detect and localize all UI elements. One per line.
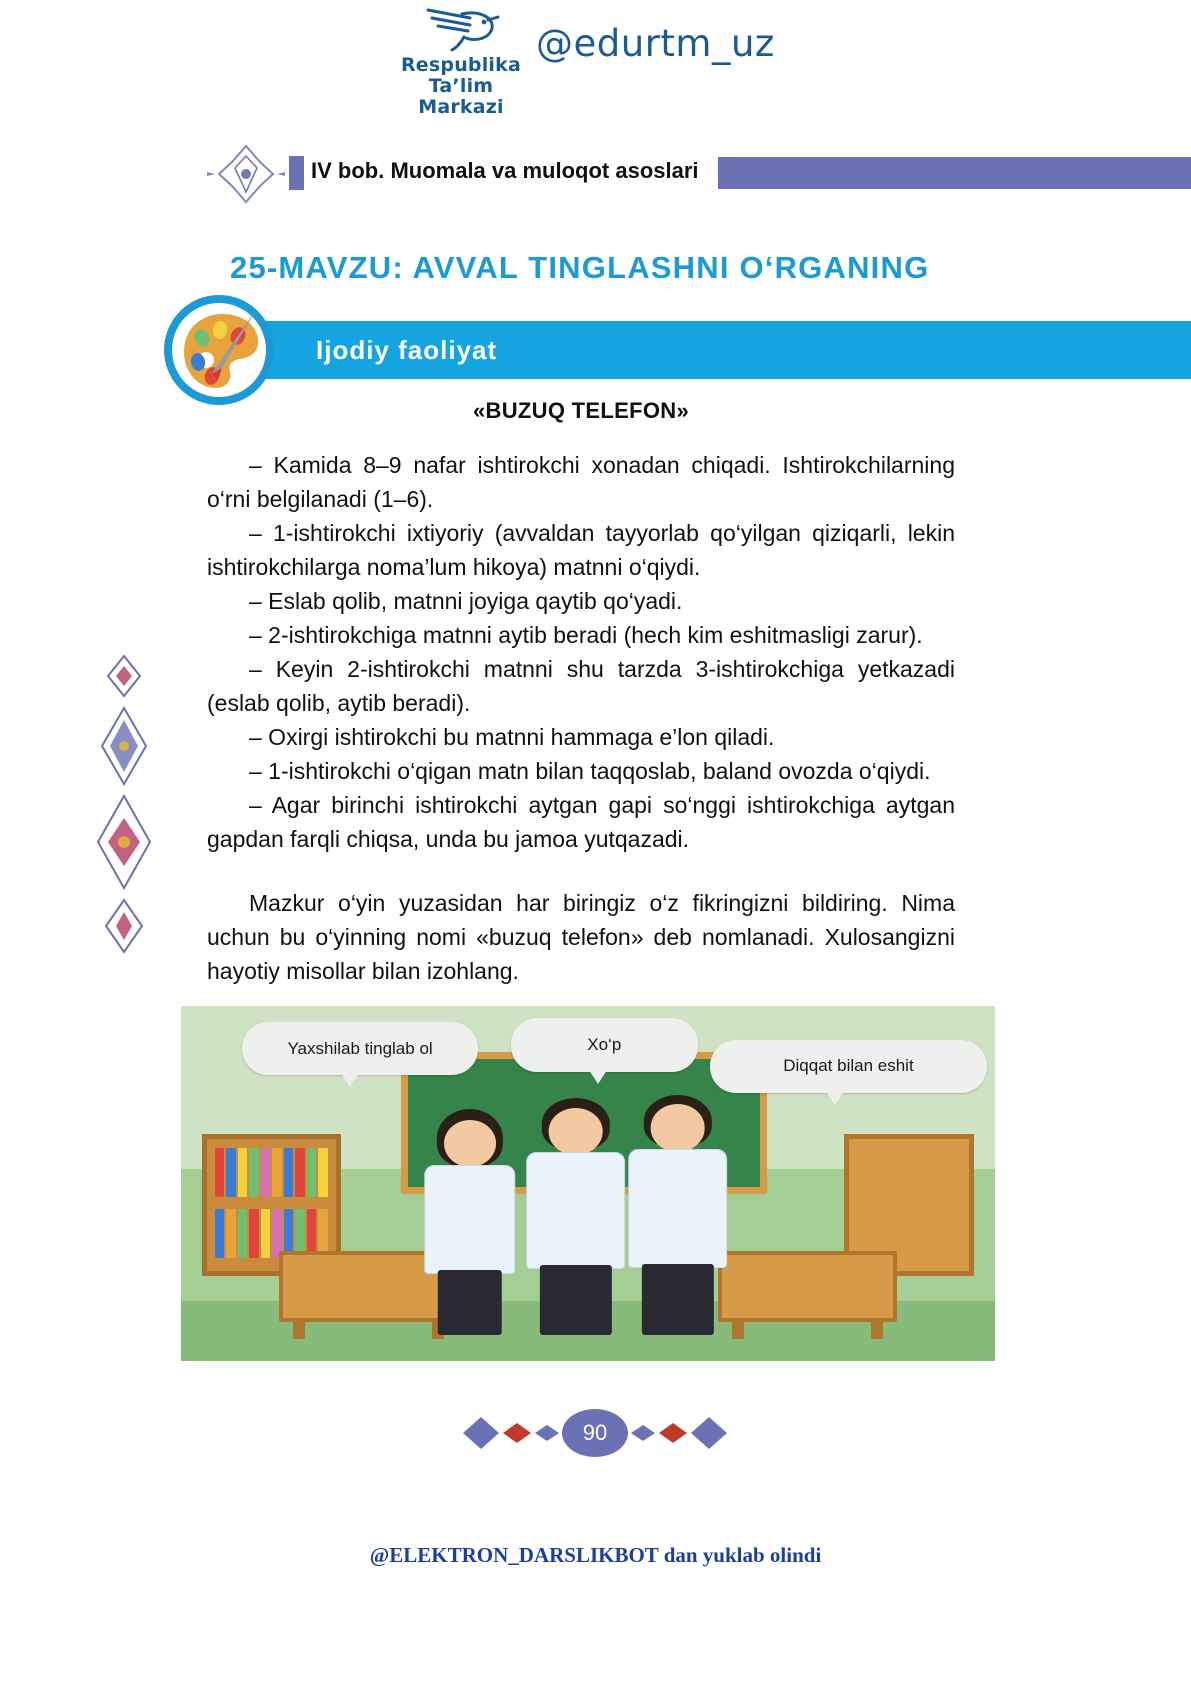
speech-bubble [710,1040,987,1093]
chapter-header [205,140,1105,208]
desk [718,1251,897,1322]
rule-item: – Oxirgi ishtirokchi bu matnni hammaga e’lon qiladi. [249,724,775,750]
chapter-bar [718,157,1191,189]
speech-bubble-text: Xo‘p [587,1035,622,1055]
side-ornament-icon [80,650,168,960]
speech-bubble [511,1018,698,1071]
page-number: 90 [562,1409,628,1457]
bird-icon [418,4,504,54]
rule-item: – Keyin 2-ishtirokchi matnni shu tarzda 3-ishtirokchiga yetkazadi (eslab qolib, aytib beradi). [207,656,955,716]
chapter-accent-square [289,156,304,190]
lesson-content [207,398,955,988]
respublika-talim-markazi-logo [396,4,526,118]
speech-bubble-text: Yaxshilab tinglab ol [287,1038,433,1058]
watermark-header [396,4,775,118]
telegram-handle: @edurtm_uz [536,22,775,65]
logo-line-2: Ta’lim Markazi [418,75,504,118]
chapter-label: IV bob. Muomala va muloqot asoslari [311,158,699,183]
student-boy-center [527,1098,625,1332]
rule-item: – Agar birinchi ishtirokchi aytgan gapi so‘nggi ishtirokchiga aytgan gapdan farqli chiqsa, unda bu jamoa yutqazadi. [207,792,955,852]
rule-item: – 1-ishtirokchi ixtiyoriy (avvaldan tayyorlab qo‘yilgan qiziqarli, lekin ishtirokchilarga noma’lum hikoya) matnni o‘qiydi. [207,520,955,580]
bubble-tail [826,1091,844,1105]
speech-bubble [242,1022,478,1075]
speech-bubble-text: Diqqat bilan eshit [783,1056,914,1076]
game-title: «BUZUQ TELEFON» [473,398,689,423]
activity-banner-label: Ijodiy faoliyat [316,335,498,365]
closing-paragraph: Mazkur o‘yin yuzasidan har biringiz o‘z fikringizni bildiring. Nima uchun bu o‘yinning nomi «buzuq telefon» deb nomlanadi. Xulosangizni hayotiy misollar bilan izohlang. [207,890,955,984]
rule-item: – Eslab qolib, matnni joyiga qaytib qo‘yadi. [249,588,683,614]
activity-banner [216,321,1191,379]
bottom-note: @ELEKTRON_DARSLIKBOT dan yuklab olindi [369,1543,822,1567]
rule-item: – 2-ishtirokchiga matnni aytib beradi (hech kim eshitmasligi zarur). [249,622,923,648]
ornament-icon [205,142,287,206]
bubble-tail [341,1073,359,1087]
rule-item: – 1-ishtirokchi o‘qigan matn bilan taqqoslab, baland ovozda o‘qiydi. [249,758,931,784]
student-girl [425,1109,515,1333]
page-title: 25-MAVZU: AVVAL TINGLASHNI O‘RGANING [230,250,930,285]
student-boy-right [629,1095,727,1333]
book-row-top [215,1148,328,1197]
page-number-ornament [455,1405,735,1465]
logo-line-1: Respublika [400,54,522,76]
palette-icon [160,294,278,406]
rule-item: – Kamida 8–9 nafar ishtirokchi xonadan chiqadi. Ishtirokchilarning o‘rni belgilanadi (1–6). [207,452,955,512]
classroom-illustration [181,1006,995,1361]
bubble-tail [589,1070,607,1084]
